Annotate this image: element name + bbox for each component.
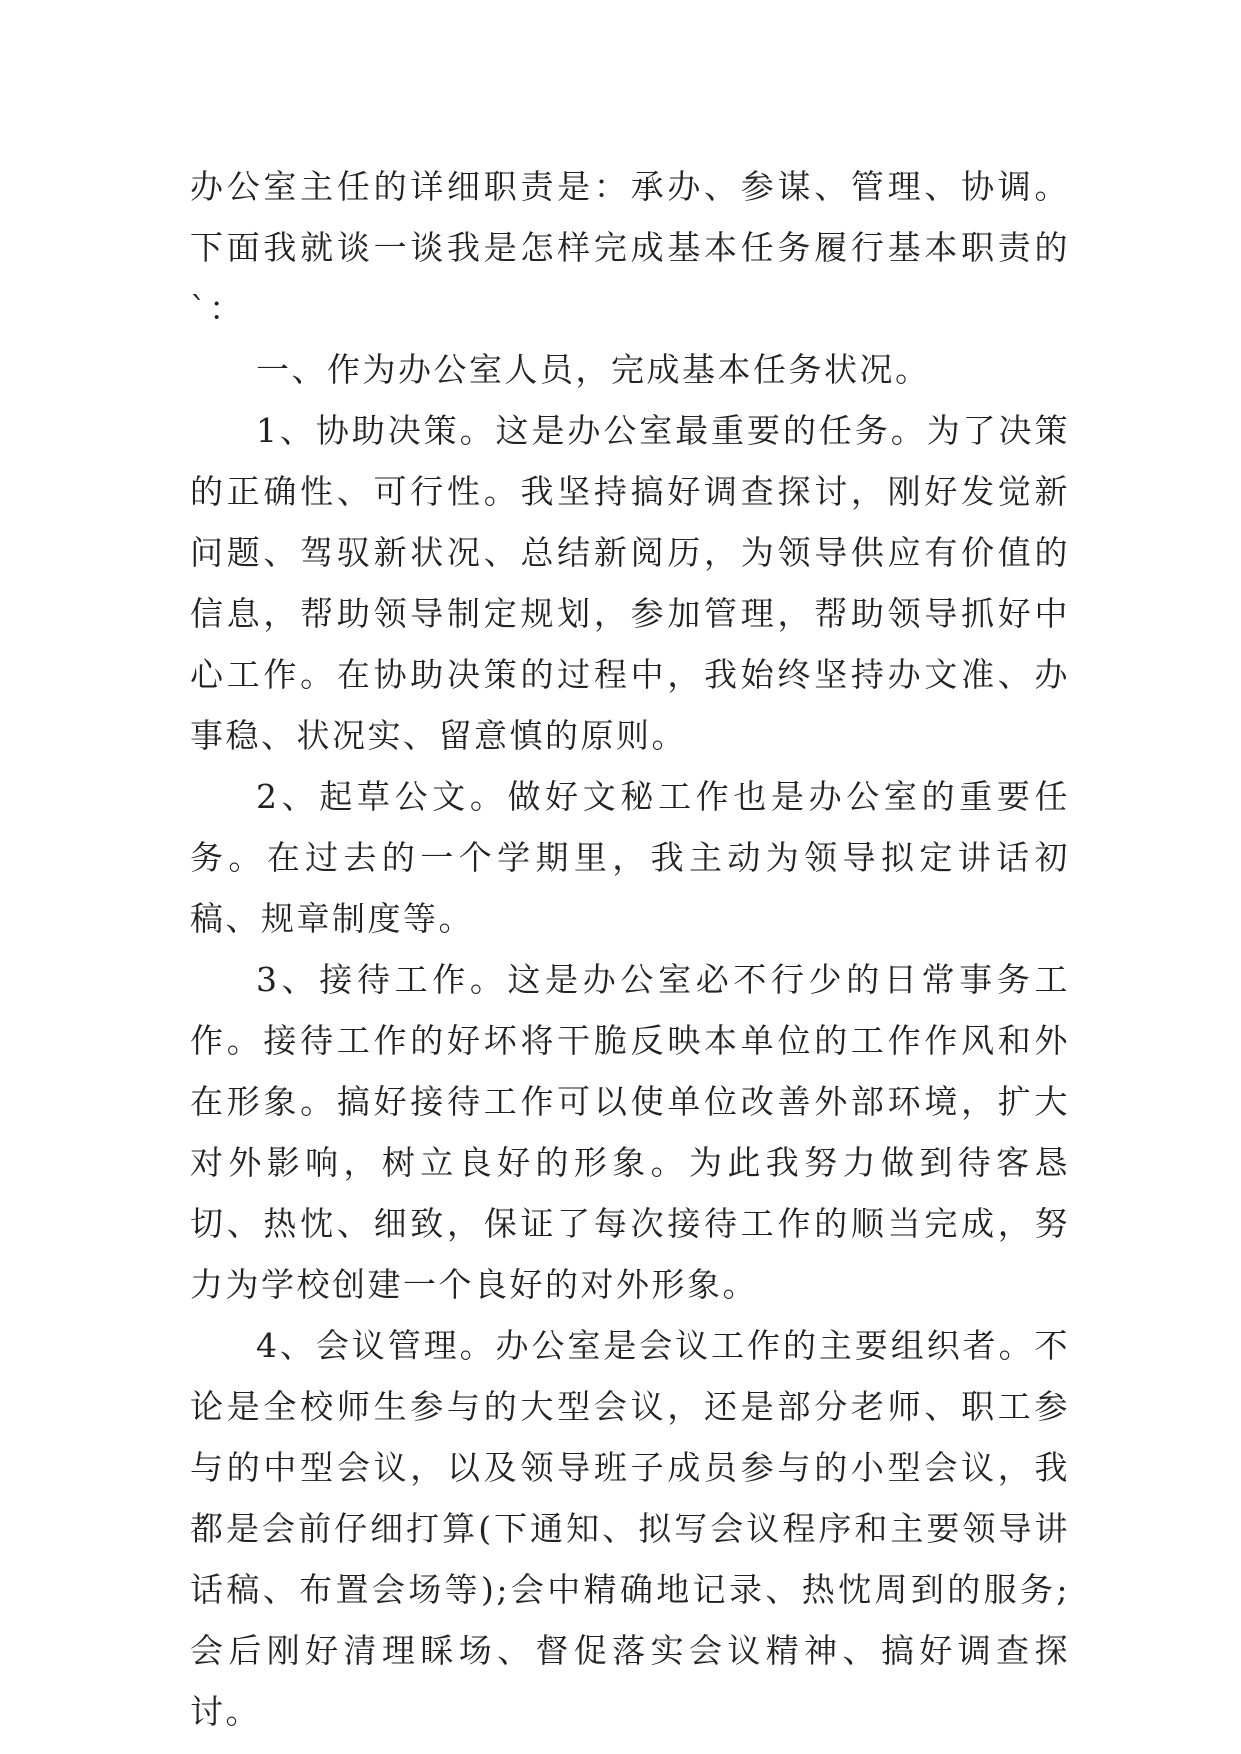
- paragraph-item-4: 4、会议管理。办公室是会议工作的主要组织者。不论是全校师生参与的大型会议，还是部分老师、职工参与的中型会议，以及领导班子成员参与的小型会议，我都是会前仔细打算(下通知、拟写会议程序和主要领导讲话稿、布置会场等);会中精确地记录、热忱周到的服务;会后刚好清理睬场、督促落实会议精神、搞好调查探讨。: [190, 1326, 1070, 1731]
- paragraph-item-2: 2、起草公文。做好文秘工作也是办公室的重要任务。在过去的一个学期里，我主动为领导拟定讲话初稿、规章制度等。: [190, 777, 1070, 938]
- paragraph-item-1: 1、协助决策。这是办公室最重要的任务。为了决策的正确性、可行性。我坚持搞好调查探讨，刚好发觉新问题、驾驭新状况、总结新阅历，为领导供应有价值的信息，帮助领导制定规划，参加管理，帮助领导抓好中心工作。在协助决策的过程中，我始终坚持办文准、办事稳、状况实、留意慎的原则。: [190, 411, 1070, 755]
- paragraph-item-3: 3、接待工作。这是办公室必不行少的日常事务工作。接待工作的好坏将干脆反映本单位的工作作风和外在形象。搞好接待工作可以使单位改善外部环境，扩大对外影响，树立良好的形象。为此我努力做到待客恳切、热忱、细致，保证了每次接待工作的顺当完成，努力为学校创建一个良好的对外形象。: [190, 960, 1070, 1304]
- document-body: [190, 156, 1070, 1742]
- paragraph-intro: 办公室主任的详细职责是：承办、参谋、管理、协调。下面我就谈一谈我是怎样完成基本任务履行基本职责的`：: [190, 167, 1070, 328]
- paragraph-section-heading: 一、作为办公室人员，完成基本任务状况。: [256, 350, 931, 389]
